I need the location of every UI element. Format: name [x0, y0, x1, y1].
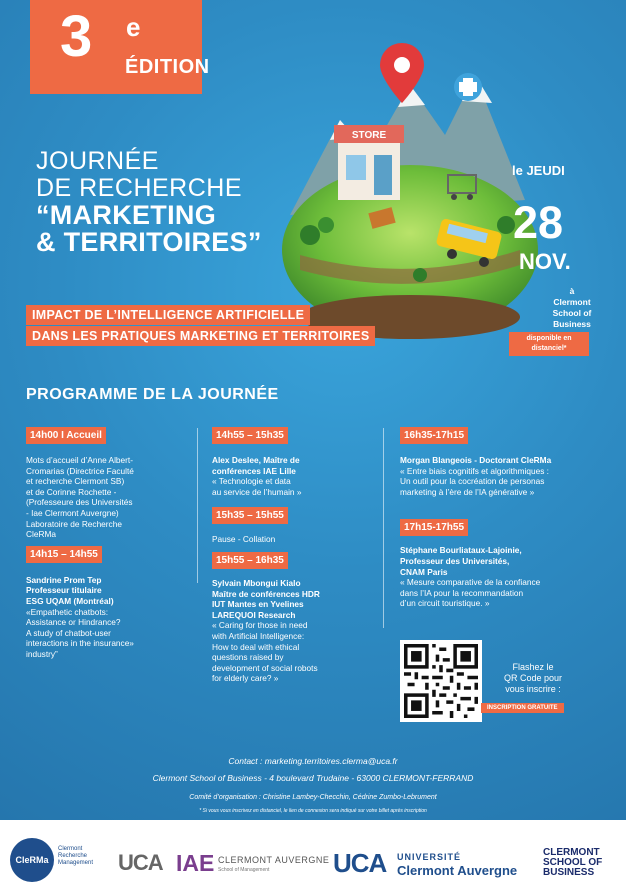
speaker-block: [26, 575, 191, 607]
text-line: et recherche Clermont SB): [26, 476, 125, 487]
date-day: 28: [513, 197, 564, 248]
text-line: industry”: [26, 648, 58, 659]
venue-line: Business: [553, 319, 591, 329]
talk-block: [212, 620, 377, 684]
text-line: Un outil pour la cocréation de personas: [400, 476, 545, 487]
university-name: Clermont Auvergne: [397, 863, 518, 878]
column-divider: [197, 428, 198, 583]
text-line: Laboratoire de Recherche: [26, 518, 122, 529]
text-line: marketing à l’ère de l’IA générative »: [400, 486, 535, 497]
remote-line: distanciel*: [531, 345, 567, 352]
qr-code-icon: [404, 644, 478, 718]
text-line: with Artificial Intelligence:: [212, 630, 305, 641]
venue: [528, 286, 616, 330]
text-line: Assistance or Hindrance?: [26, 617, 121, 628]
contact-address: Clermont School of Business - 4 boulevard Trudaine - 63000 CLERMONT-FERRAND: [152, 773, 474, 783]
text-line: Professeur titulaire: [26, 585, 102, 596]
programme-column-3: [400, 425, 600, 609]
text-line: Mots d’accueil d’Anne Albert-: [26, 455, 133, 465]
edition-superscript: e: [126, 12, 141, 42]
text-line: CNAM Paris: [400, 566, 448, 577]
iae-subtitle-2: School of Management: [218, 867, 270, 873]
store-sign: STORE: [351, 130, 387, 141]
iae-subtitle: CLERMONT AUVERGNE: [218, 855, 330, 865]
venue-line: Clermont: [553, 297, 591, 307]
session-time: 14h55 – 15h35: [212, 427, 288, 444]
text-line: IUT Mantes en Yvelines: [212, 599, 304, 610]
title-line-2: DE RECHERCHE: [36, 174, 243, 202]
qr-instructions: [488, 662, 578, 695]
text-line: BUSINESS: [543, 867, 595, 878]
text-line: Morgan Blangeois - Doctorant CleRMa: [400, 455, 552, 465]
subtitle-line-1: IMPACT DE L’INTELLIGENCE ARTIFICIELLE: [26, 305, 310, 325]
talk-block: [26, 607, 191, 660]
remote-line: disponible en: [526, 335, 572, 342]
venue-line: School of: [552, 308, 592, 318]
organizing-committee: Comité d’organisation : Christine Lambey-Checchin, Cédrine Zumbo-Lebrument: [189, 794, 437, 801]
text-line: « Caring for those in need: [212, 620, 308, 631]
text-line: Sandrine Prom Tep: [26, 574, 102, 585]
text-line: Professeur des Universités,: [400, 555, 510, 566]
text-line: A study of chatbot-user: [26, 627, 111, 638]
text-line: dans l’IA pour la recommandation: [400, 587, 524, 598]
speaker-block: [400, 545, 600, 577]
csb-logo: [543, 848, 602, 878]
text-line: Management: [58, 860, 94, 866]
text-line: for elderly care? »: [212, 673, 279, 684]
remote-badge: [509, 332, 589, 356]
text-line: « Entre biais cognitifs et algorithmiques :: [400, 465, 549, 476]
contact-email[interactable]: Contact : marketing.territoires.clerma@uca.fr: [228, 756, 398, 766]
text-line: How to deal with ethical: [212, 641, 300, 652]
text-line: Recherche: [58, 853, 88, 859]
session-time: 15h55 – 16h35: [212, 552, 288, 569]
subtitle-line-2: DANS LES PRATIQUES MARKETING ET TERRITOIRES: [26, 326, 375, 346]
talk-block: [212, 476, 377, 497]
speaker-block: [400, 455, 600, 466]
venue-prefix: à: [569, 286, 575, 296]
session-time: 14h00 I Accueil: [26, 427, 106, 444]
date-month: NOV.: [519, 249, 571, 274]
text-line: development of social robots: [212, 662, 318, 673]
session-time: 15h35 – 15h55: [212, 507, 288, 524]
session-time: 17h15-17h55: [400, 519, 468, 536]
text-line: d’un circuit touristique. »: [400, 598, 490, 609]
text-line: CLERMONT: [543, 847, 600, 858]
pause-text: Pause - Collation: [212, 534, 276, 545]
text-line: vous inscrire :: [505, 684, 561, 694]
text-line: interactions in the insurance»: [26, 638, 134, 649]
uca-logo: UCA: [333, 848, 387, 878]
event-title: [36, 148, 262, 256]
clerma-logo: CleRMa: [10, 838, 54, 882]
programme-column-2: [212, 425, 377, 684]
text-line: « Technologie et data: [212, 476, 291, 487]
title-line-4: & TERRITOIRES”: [36, 227, 262, 257]
text-line: LAREQUOI Research: [212, 609, 296, 620]
iae-logo: IAE: [176, 850, 215, 876]
registration-qr-code[interactable]: [400, 640, 482, 722]
title-line-3: “MARKETING: [36, 200, 216, 230]
text-line: questions raised by: [212, 652, 284, 663]
store-icon: [334, 125, 404, 200]
text-line: Clermont: [58, 846, 83, 852]
partner-logos: [0, 820, 626, 896]
edition-number: 3: [60, 4, 93, 69]
remote-note: * Si vous vous inscrivez en distanciel, le lien de connexion sera indiqué sur votre billet après inscription: [199, 808, 427, 814]
talk-block: [400, 466, 600, 498]
text-line: et de Corinne Rochette -: [26, 486, 117, 497]
text-line: CleRMa: [26, 529, 56, 540]
free-registration-badge[interactable]: INSCRIPTION GRATUITE: [481, 703, 564, 713]
map-pin-icon: [380, 43, 424, 103]
talk-block: [400, 577, 600, 609]
column-divider: [383, 428, 384, 628]
text-line: - Iae Clermont Auvergne): [26, 507, 119, 518]
speaker-block: [212, 578, 377, 620]
text-line: SCHOOL OF: [543, 857, 603, 868]
text-line: au service de l’humain »: [212, 486, 302, 497]
edition-word: ÉDITION: [125, 56, 210, 78]
text-line: Sylvain Mbongui Kialo: [212, 577, 301, 588]
text-line: «Empathetic chatbots:: [26, 606, 109, 617]
text-line: (Professeure des Universités: [26, 497, 133, 508]
programme-title: PROGRAMME DE LA JOURNÉE: [26, 386, 279, 403]
edition-badge: [30, 0, 210, 94]
title-line-1: JOURNÉE: [36, 147, 159, 175]
session-time: 14h15 – 14h55: [26, 546, 102, 563]
welcome-block: [26, 455, 191, 540]
text-line: Maître de conférences HDR: [212, 588, 320, 599]
clerma-subtitle: [58, 846, 93, 867]
speaker-block: [212, 455, 377, 476]
text-line: Alex Deslee, Maître de: [212, 455, 300, 465]
health-cross-icon: [454, 73, 482, 101]
date-weekday: le JEUDI: [512, 163, 565, 178]
university-label: UNIVERSITÉ: [397, 852, 462, 862]
session-time: 16h35-17h15: [400, 427, 468, 444]
text-line: Stéphane Bourliataux-Lajoinie,: [400, 545, 522, 556]
text-line: conférences IAE Lille: [212, 465, 296, 476]
text-line: ESG UQAM (Montréal): [26, 595, 114, 606]
text-line: QR Code pour: [503, 673, 563, 683]
programme-column-1: [26, 425, 191, 660]
text-line: Flashez le: [512, 662, 554, 672]
territory-illustration: [270, 25, 540, 355]
uca-logo-small: UCA: [118, 850, 163, 875]
text-line: Cromarias (Directrice Faculté: [26, 465, 134, 476]
text-line: « Mesure comparative de la confiance: [400, 577, 541, 588]
